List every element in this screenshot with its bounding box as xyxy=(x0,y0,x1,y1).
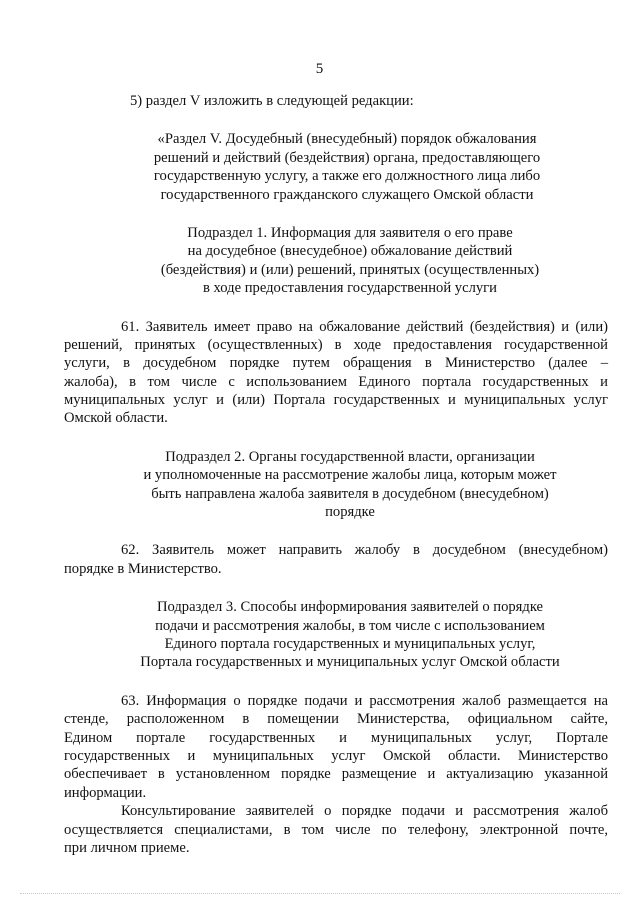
subsection-title-line: Портала государственных и муниципальных услуг Омской области xyxy=(140,654,560,671)
section-title-line: «Раздел V. Досудебный (внесудебный) порядок обжалования xyxy=(157,131,537,148)
subsection-3-title xyxy=(92,598,608,672)
page-number: 5 xyxy=(315,61,324,77)
paragraph-line: услуги, в досудебном порядке путем обращения в Министерство (далее – xyxy=(64,355,608,372)
scan-edge-line xyxy=(20,893,620,895)
subsection-title-line: быть направлена жалоба заявителя в досудебном (внесудебном) xyxy=(151,485,549,502)
subsection-title-line: Подраздел 2. Органы государственной власти, организации xyxy=(165,448,535,465)
subsection-title-line: на досудебное (внесудебное) обжалование действий xyxy=(187,243,513,260)
paragraph-line: стенде, расположенном в помещении Министерства, официальном сайте, xyxy=(64,711,608,728)
paragraph-line: осуществляется специалистами, в том числе по телефону, электронной почте, xyxy=(64,821,608,838)
paragraph-61 xyxy=(64,318,608,428)
subsection-title-line: Единого портала государственных и муниципальных услуг, xyxy=(164,635,536,652)
intro-line: 5) раздел V изложить в следующей редакции: xyxy=(130,93,414,109)
subsection-title-line: и уполномоченные на рассмотрение жалобы лица, которым может xyxy=(143,467,557,484)
paragraph-62 xyxy=(64,541,608,578)
paragraph-line: 62. Заявитель может направить жалобу в досудебном (внесудебном) xyxy=(121,542,608,559)
paragraph-line: обеспечивает в установленном порядке размещение и актуализацию указанной xyxy=(64,766,608,783)
paragraph-line: решений, принятых (осуществленных) в ходе предоставления государственной xyxy=(64,336,608,353)
paragraph-line: 63. Информация о порядке подачи и рассмотрения жалоб размещается на xyxy=(121,692,608,709)
subsection-1-title xyxy=(92,224,608,298)
paragraph-line: 61. Заявитель имеет право на обжалование действий (бездействия) и (или) xyxy=(121,318,608,335)
subsection-title-line: порядке xyxy=(325,504,375,521)
paragraph-line: порядке в Министерство. xyxy=(64,560,222,577)
paragraph-line: Консультирование заявителей о порядке подачи и рассмотрения жалоб xyxy=(121,803,608,820)
subsection-title-line: Подраздел 1. Информация для заявителя о его праве xyxy=(187,224,513,241)
paragraph-line: жалоба), в том числе с использованием Единого портала государственных и xyxy=(64,373,608,390)
paragraph-line: Едином портале государственных и муниципальных услуг, Портале xyxy=(64,729,608,746)
document-body xyxy=(64,92,608,857)
paragraph-line: при личном приеме. xyxy=(64,839,190,856)
paragraph-line: информации. xyxy=(64,784,147,801)
paragraph-63 xyxy=(64,692,608,858)
subsection-title-line: (бездействия) и (или) решений, принятых (осуществленных) xyxy=(160,261,540,278)
subsection-title-line: подачи и рассмотрения жалобы, в том числе с использованием xyxy=(155,617,545,634)
section-title-line: государственного гражданского служащего Омской области xyxy=(160,186,534,203)
paragraph-line: муниципальных услуг и (или) Портала государственных и муниципальных услуг xyxy=(64,392,608,409)
paragraph-line: Омской области. xyxy=(64,410,168,427)
subsection-title-line: Подраздел 3. Способы информирования заявителей о порядке xyxy=(156,599,544,616)
section-title xyxy=(86,130,608,204)
subsection-2-title xyxy=(92,448,608,522)
subsection-title-line: в ходе предоставления государственной услуги xyxy=(203,280,497,297)
paragraph-line: государственных и муниципальных услуг Омской области. Министерство xyxy=(64,747,608,764)
section-title-line: решений и действий (бездействия) органа, предоставляющего xyxy=(153,149,541,166)
section-title-line: государственную услугу, а также его должностного лица либо xyxy=(153,168,541,185)
